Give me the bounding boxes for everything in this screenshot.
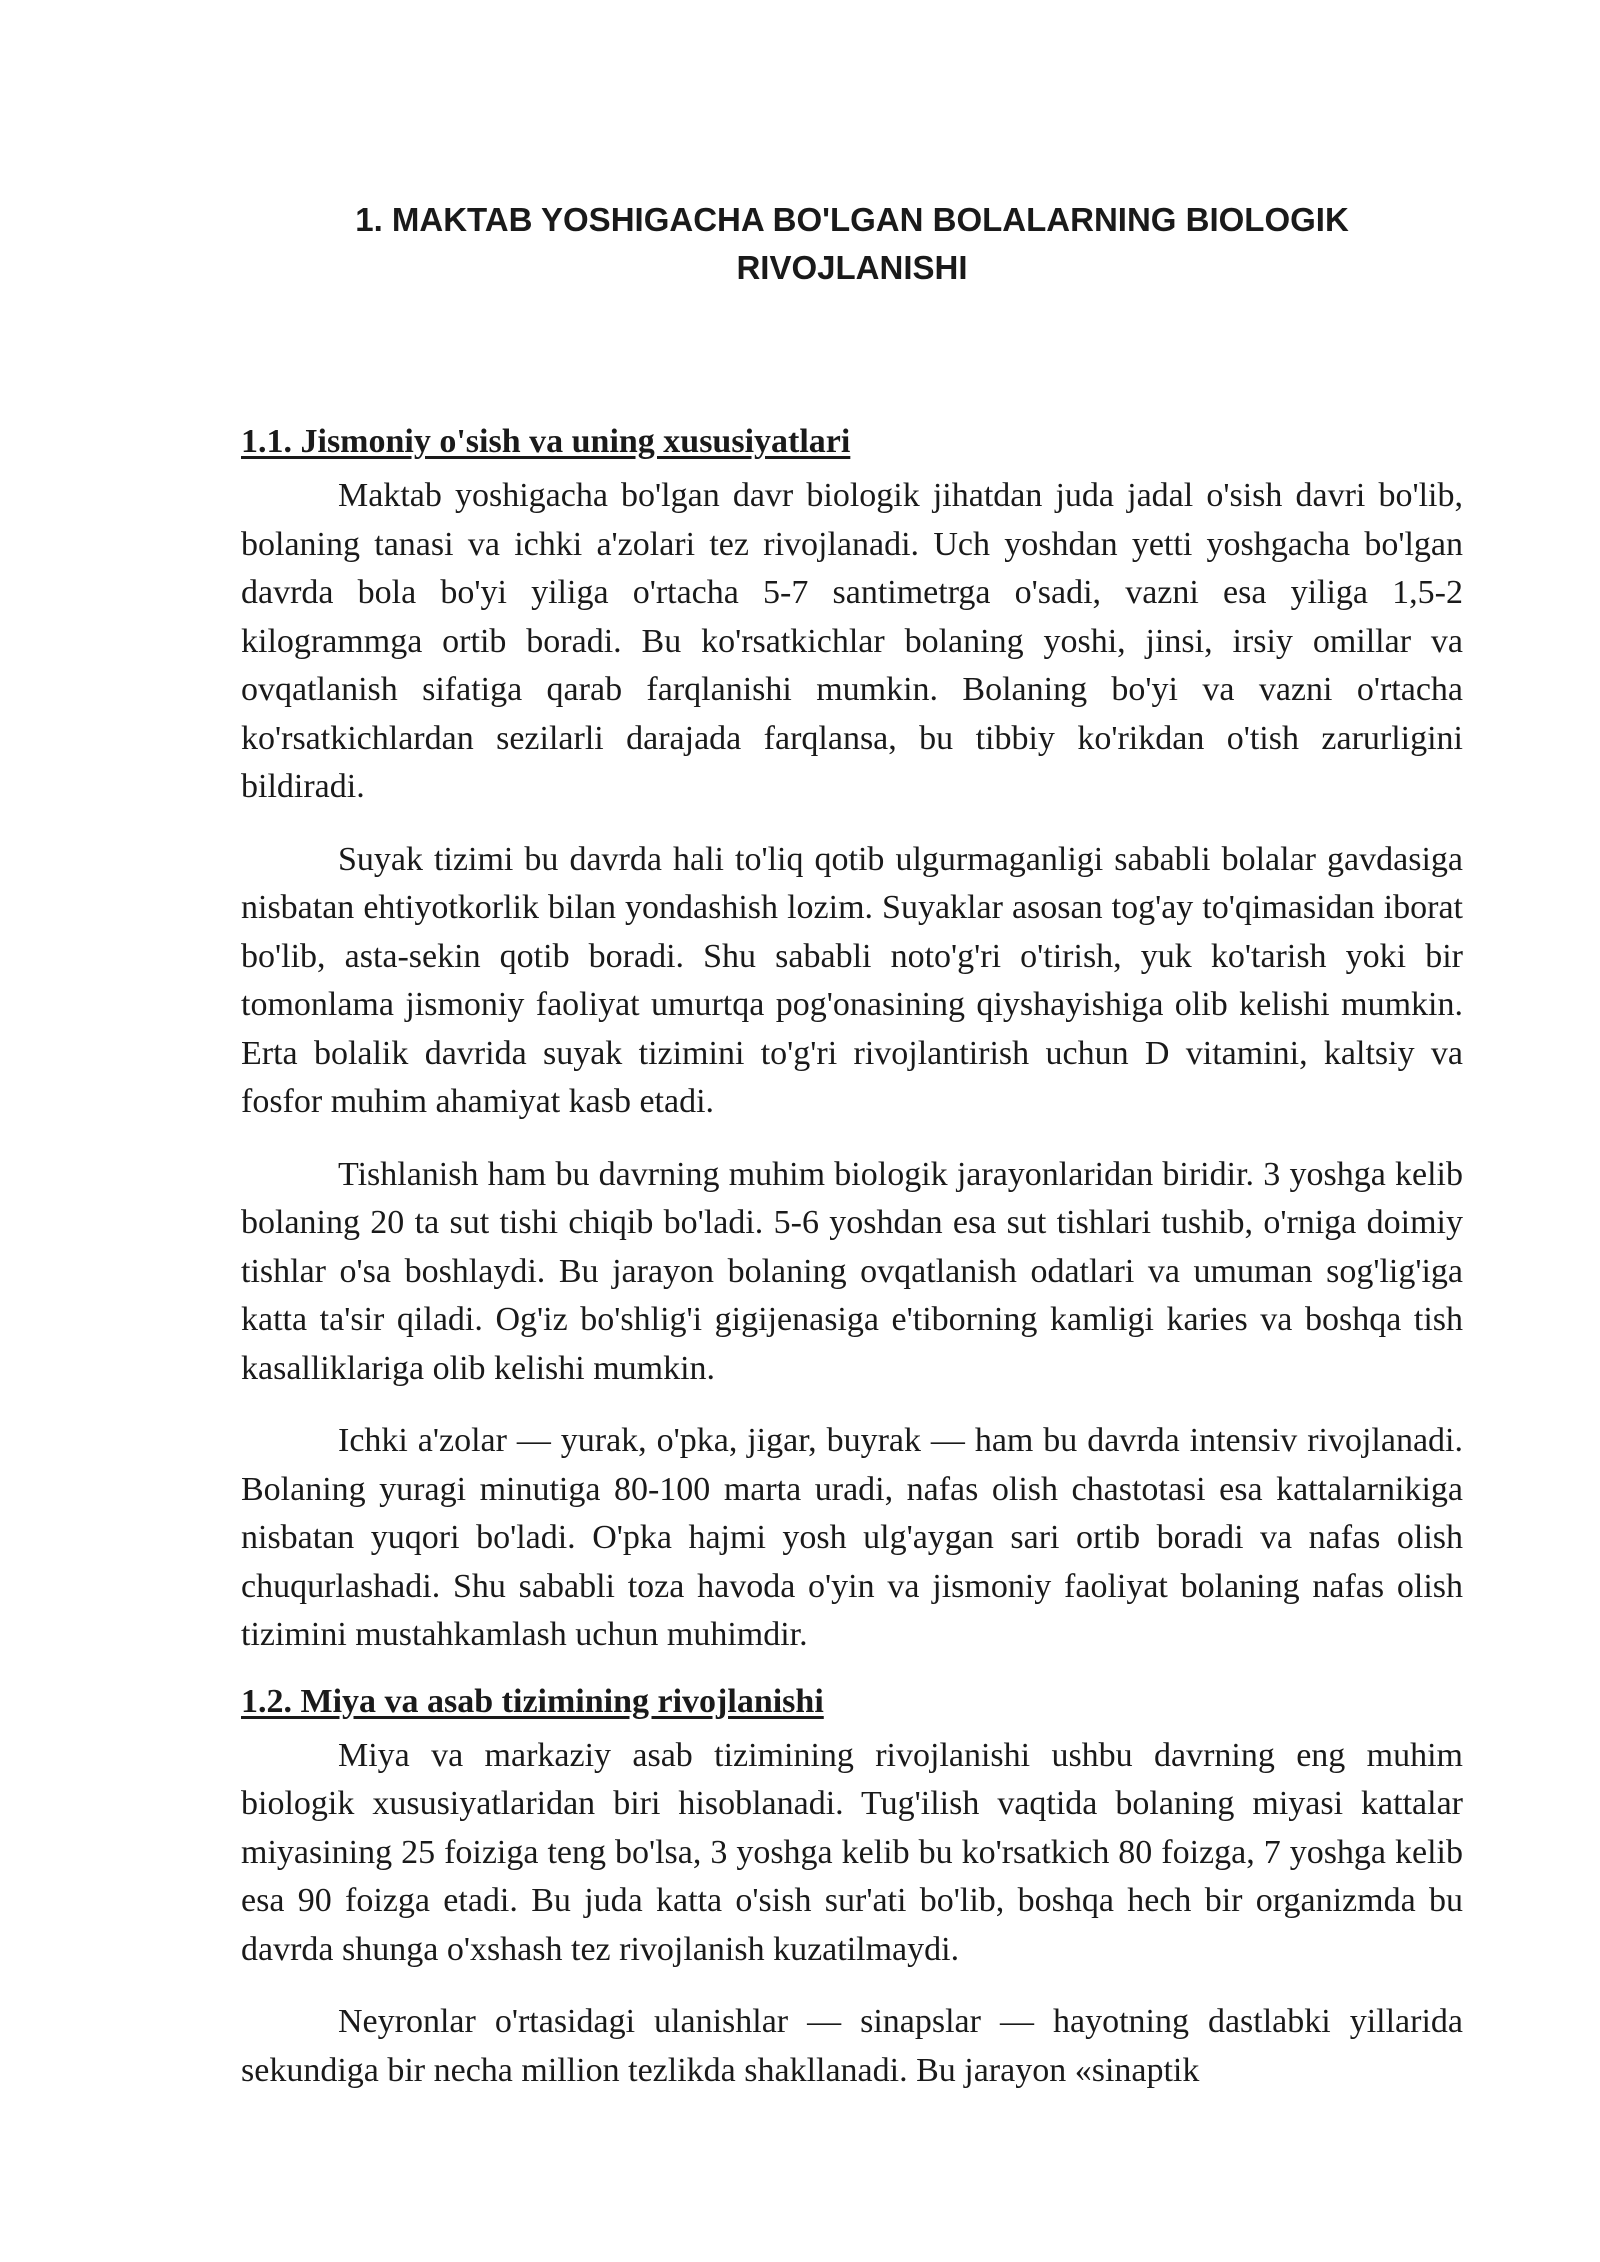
paragraph: Suyak tizimi bu davrda hali to'liq qotib ulgurmaganligi sababli bolalar gavdasiga nisbatan ehtiyotkorlik bilan yondashish lozim. Suyaklar asosan tog'ay to'qimasidan iborat bo'lib, asta-sekin qotib boradi. Shu sababli noto'g'ri o'tirish, yuk ko'tarish yoki bir tomonlama jismoniy faoliyat umurtqa pog'onasining qiyshayishiga olib kelishi mumkin. Erta bolalik davrida suyak tizimini to'g'ri rivojlantirish uchun D vitamini, kaltsiy va fosfor muhim ahamiyat kasb etadi. [241,840,1463,1120]
section-heading-1-1: 1.1. Jismoniy o'sish va uning xususiyatlari [241,423,851,460]
title-line: 1. MAKTAB YOSHIGACHA BO'LGAN BOLALARNING BIOLOGIK [355,201,1349,238]
paragraph: Ichki a'zolar — yurak, o'pka, jigar, buyrak — ham bu davrda intensiv rivojlanadi. Bolaning yuragi minutiga 80-100 marta uradi, nafas olish chastotasi esa kattalarnikiga nisbatan yuqori bo'ladi. O'pka hajmi yosh ulg'aygan sari ortib boradi va nafas olish chuqurlashadi. Shu sababli toza havoda o'yin va jismoniy faoliyat bolaning nafas olish tizimini mustahkamlash uchun muhimdir. [241,1422,1463,1653]
title-line: RIVOJLANISHI [736,249,968,286]
paragraph: Miya va markaziy asab tizimining rivojlanishi ushbu davrning eng muhim biologik xususiyatlaridan biri hisoblanadi. Tug'ilish vaqtida bolaning miyasi kattalar miyasining 25 foiziga teng bo'lsa, 3 yoshga kelib bu ko'rsatkich 80 foizga, 7 yoshga kelib esa 90 foizga etadi. Bu juda katta o'sish sur'ati bo'lib, boshqa hech bir organizmda bu davrda shunga o'xshash tez rivojlanish kuzatilmaydi. [241,1736,1463,1968]
document-page [241,196,1463,2095]
paragraph: Neyronlar o'rtasidagi ulanishlar — sinapslar — hayotning dastlabki yillarida sekundiga bir necha million tezlikda shakllanadi. Bu jarayon «sinaptik [241,2003,1463,2089]
document-title [241,196,1463,292]
paragraph: Maktab yoshigacha bo'lgan davr biologik jihatdan juda jadal o'sish davri bo'lib, bolaning tanasi va ichki a'zolari tez rivojlanadi. Uch yoshdan yetti yoshgacha bo'lgan davrda bola bo'yi yiliga o'rtacha 5-7 santimetrga o'sadi, vazni esa yiliga 1,5-2 kilogrammga ortib boradi. Bu ko'rsatkichlar bolaning yoshi, jinsi, irsiy omillar va ovqatlanish sifatiga qarab farqlanishi mumkin. Bolaning bo'yi va vazni o'rtacha ko'rsatkichlardan sezilarli darajada farqlansa, bu tibbiy ko'rikdan o'tish zarurligini bildiradi. [241,477,1463,805]
paragraph: Tishlanish ham bu davrning muhim biologik jarayonlaridan biridir. 3 yoshga kelib bolaning 20 ta sut tishi chiqib bo'ladi. 5-6 yoshdan esa sut tishlari tushib, o'rniga doimiy tishlar o'sa boshlaydi. Bu jarayon bolaning ovqatlanish odatlari va umuman sog'lig'iga katta ta'sir qiladi. Og'iz bo'shlig'i gigijenasiga e'tiborning kamligi karies va boshqa tish kasalliklariga olib kelishi mumkin. [241,1155,1463,1387]
section-heading-1-2: 1.2. Miya va asab tizimining rivojlanishi [241,1682,824,1720]
